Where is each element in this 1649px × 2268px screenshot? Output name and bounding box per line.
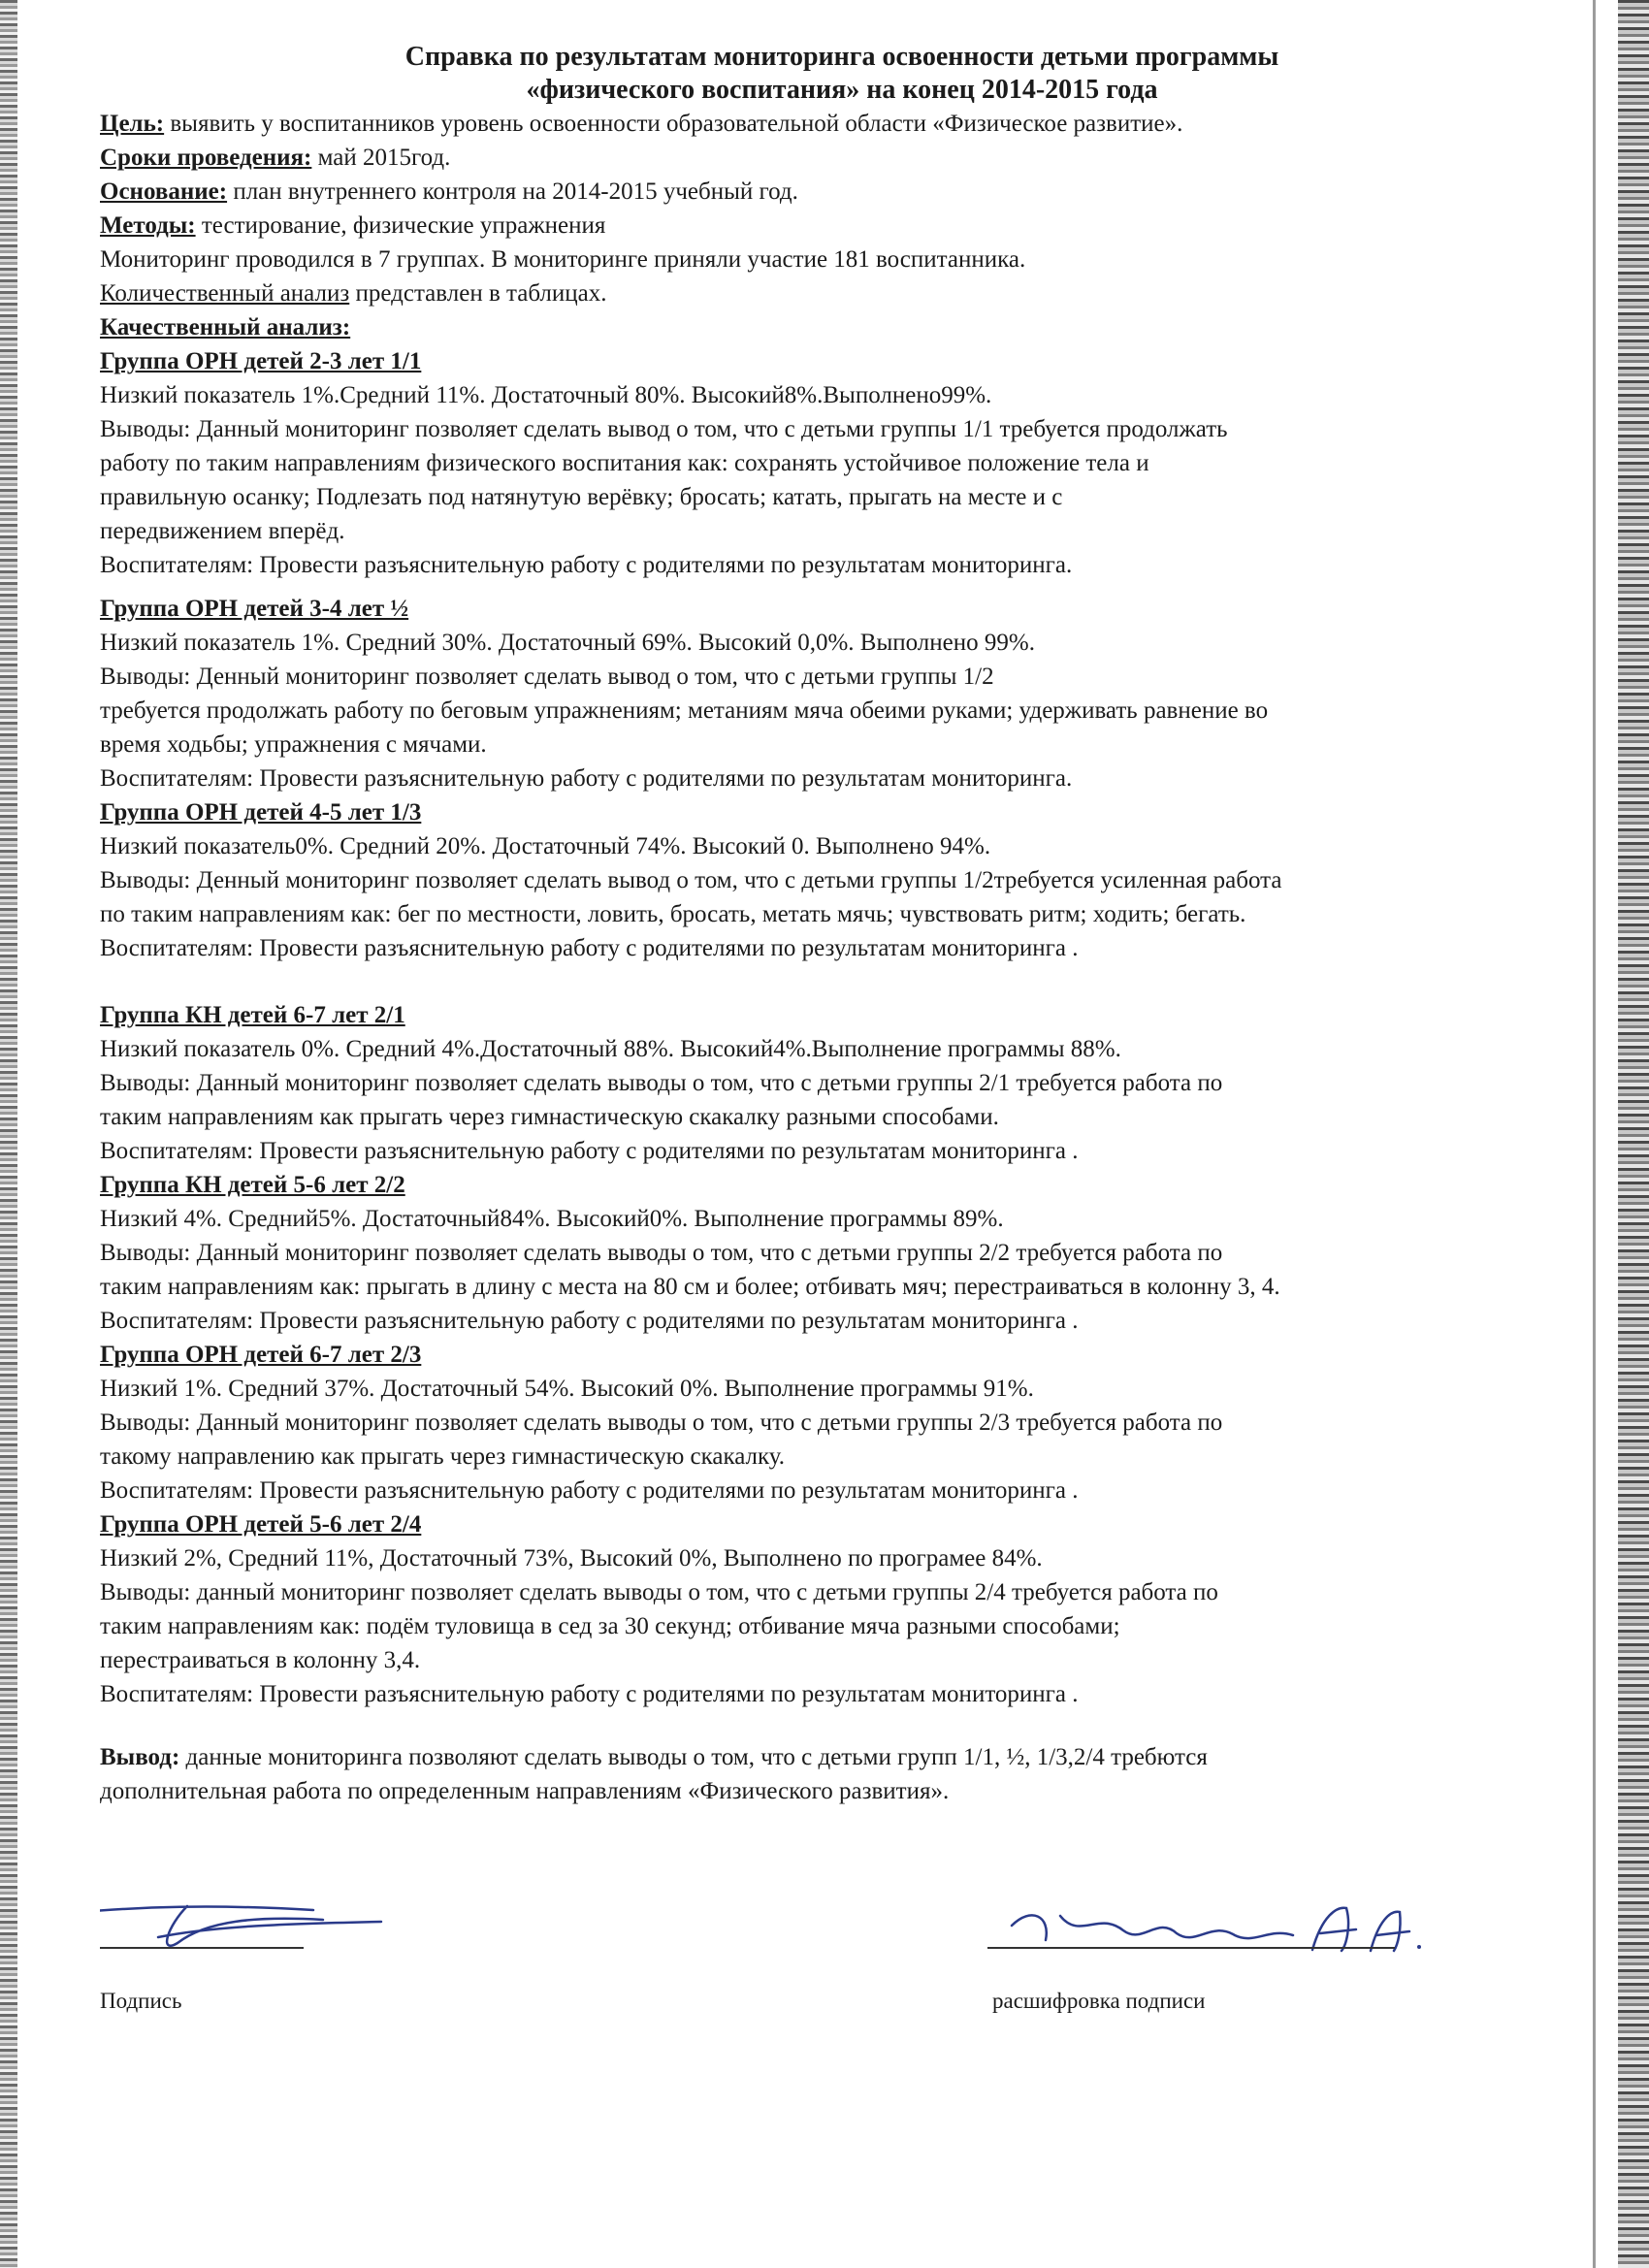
- group-stats: Низкий показатель 0%. Средний 4%.Достаточный 88%. Высокий4%.Выполнение программы 88%.: [100, 1036, 1121, 1062]
- signature-label: Подпись: [100, 1989, 182, 2013]
- scan-edge-line: [1593, 0, 1596, 2268]
- goal-label: Цель:: [100, 111, 165, 137]
- quant-line: [100, 276, 1584, 310]
- group-conclusion-line: Выводы: Денный мониторинг позволяет сделать вывод о том, что с детьми группы 1/2требуется усиленная работа: [100, 867, 1282, 893]
- group-stats: Низкий показатель 1%. Средний 30%. Достаточный 69%. Высокий 0,0%. Выполнено 99%.: [100, 630, 1035, 656]
- dates-label: Сроки проведения:: [100, 145, 312, 171]
- qual-heading: Качественный анализ:: [100, 314, 351, 340]
- group-conclusion-line: передвижением вперёд.: [100, 518, 345, 544]
- methods-text: тестирование, физические упражнения: [195, 212, 606, 239]
- basis-label: Основание:: [100, 178, 228, 205]
- final-conclusion-line-1: [100, 1740, 1584, 1774]
- group-conclusion-line: Выводы: Данный мониторинг позволяет сделать выводы о том, что с детьми группы 2/2 требуется работа по: [100, 1240, 1223, 1266]
- group-conclusion-line: требуется продолжать работу по беговым упражнениям; метаниям мяча обеими руками; удерживать равнение во: [100, 697, 1269, 724]
- methods-line: [100, 209, 1584, 243]
- group-conclusion-line: перестраиваться в колонну 3,4.: [100, 1647, 421, 1673]
- quant-text: представлен в таблицах.: [349, 280, 607, 307]
- group-heading: Группа ОРН детей 2-3 лет 1/1: [100, 348, 422, 374]
- group-educators: Воспитателям: Провести разъяснительную работу с родителями по результатам мониторинга .: [100, 1138, 1079, 1164]
- final-conclusion-line-2: дополнительная работа по определенным направлениям «Физического развития».: [100, 1778, 950, 1804]
- group-stats: Низкий показатель 1%.Средний 11%. Достаточный 80%. Высокий8%.Выполнено99%.: [100, 382, 992, 408]
- group-conclusion-line: работу по таким направлениям физического воспитания как: сохранять устойчивое положение тела и: [100, 450, 1149, 476]
- signature-line-left: [100, 1947, 304, 1949]
- group-stats: Низкий 4%. Средний5%. Достаточный84%. Высокий0%. Выполнение программы 89%.: [100, 1206, 1004, 1232]
- group-heading: Группа КН детей 5-6 лет 2/2: [100, 1172, 405, 1198]
- methods-label: Методы:: [100, 212, 196, 239]
- quant-label: Количественный анализ: [100, 280, 350, 307]
- group-heading: Группа КН детей 6-7 лет 2/1: [100, 1002, 405, 1028]
- group-educators: Воспитателям: Провести разъяснительную работу с родителями по результатам мониторинга.: [100, 552, 1073, 578]
- signature-decoding-label: расшифровка подписи: [992, 1989, 1206, 2013]
- scan-edge-right: [1618, 0, 1649, 2268]
- group-conclusion-line: Выводы: Данный мониторинг позволяет сделать выводы о том, что с детьми группы 2/3 требуется работа по: [100, 1409, 1223, 1436]
- group-stats: Низкий 1%. Средний 37%. Достаточный 54%. Высокий 0%. Выполнение программы 91%.: [100, 1376, 1034, 1402]
- signature-block: [100, 1887, 1584, 2013]
- dates-line: [100, 141, 1584, 175]
- goal-text: выявить у воспитанников уровень освоенности образовательной области «Физическое развитие».: [164, 111, 1183, 137]
- basis-line: [100, 175, 1584, 209]
- groups-note: Мониторинг проводился в 7 группах. В мониторинге приняли участие 181 воспитанника.: [100, 246, 1026, 273]
- group-conclusion-line: Выводы: Данный мониторинг позволяет сделать вывод о том, что с детьми группы 1/1 требуется продолжать: [100, 416, 1228, 442]
- group-educators: Воспитателям: Провести разъяснительную работу с родителями по результатам мониторинга.: [100, 765, 1073, 792]
- group-conclusion-line: Выводы: Данный мониторинг позволяет сделать выводы о том, что с детьми группы 2/1 требуется работа по: [100, 1070, 1223, 1096]
- group-stats: Низкий 2%, Средний 11%, Достаточный 73%, Высокий 0%, Выполнено по програмее 84%.: [100, 1545, 1043, 1571]
- group-educators: Воспитателям: Провести разъяснительную работу с родителями по результатам мониторинга .: [100, 1308, 1079, 1334]
- goal-line: [100, 107, 1584, 141]
- document-title-line-1: Справка по результатам мониторинга освоенности детьми программы: [404, 42, 1279, 72]
- final-text: данные мониторинга позволяют сделать выводы о том, что с детьми групп 1/1, ½, 1/3,2/4 требются: [179, 1744, 1208, 1770]
- group-heading: Группа ОРН детей 6-7 лет 2/3: [100, 1342, 422, 1368]
- document-body: [100, 41, 1584, 1808]
- group-conclusion-line: таким направлениям как: подём туловища в сед за 30 секунд; отбивание мяча разными способами;: [100, 1613, 1120, 1639]
- dates-text: май 2015год.: [311, 145, 451, 171]
- group-educators: Воспитателям: Провести разъяснительную работу с родителями по результатам мониторинга .: [100, 1681, 1079, 1707]
- group-heading: Группа ОРН детей 5-6 лет 2/4: [100, 1511, 422, 1538]
- document-title-line-2: «физического воспитания» на конец 2014-2015 года: [526, 75, 1158, 105]
- group-educators: Воспитателям: Провести разъяснительную работу с родителями по результатам мониторинга .: [100, 1477, 1079, 1504]
- final-label: Вывод:: [100, 1744, 180, 1770]
- group-conclusion-line: таким направлениям как: прыгать в длину с места на 80 см и более; отбивать мяч; перестраиваться в колонну 3, 4.: [100, 1274, 1280, 1300]
- group-conclusion-line: правильную осанку; Подлезать под натянутую верёвку; бросать; катать, прыгать на месте и с: [100, 484, 1063, 510]
- handwritten-signatures: [100, 1887, 1584, 1993]
- group-conclusion-line: Выводы: данный мониторинг позволяет сделать выводы о том, что с детьми группы 2/4 требуется работа по: [100, 1579, 1218, 1605]
- group-conclusion-line: время ходьбы; упражнения с мячами.: [100, 731, 487, 758]
- signature-line-right: [987, 1947, 1395, 1949]
- group-conclusion-line: таким направлениям как прыгать через гимнастическую скакалку разными способами.: [100, 1104, 999, 1130]
- group-heading: Группа ОРН детей 4-5 лет 1/3: [100, 799, 422, 826]
- group-educators: Воспитателям: Провести разъяснительную работу с родителями по результатам мониторинга .: [100, 935, 1079, 961]
- basis-text: план внутреннего контроля на 2014-2015 учебный год.: [227, 178, 798, 205]
- group-conclusion-line: такому направлению как прыгать через гимнастическую скакалку.: [100, 1443, 786, 1470]
- group-conclusion-line: Выводы: Денный мониторинг позволяет сделать вывод о том, что с детьми группы 1/2: [100, 664, 994, 690]
- group-heading: Группа ОРН детей 3-4 лет ½: [100, 596, 409, 622]
- group-conclusion-line: по таким направлениям как: бег по местности, ловить, бросать, метать мячь; чувствовать ритм; ходить; бегать.: [100, 901, 1246, 927]
- scan-edge-left: [0, 0, 17, 2268]
- group-stats: Низкий показатель0%. Средний 20%. Достаточный 74%. Высокий 0. Выполнено 94%.: [100, 833, 991, 859]
